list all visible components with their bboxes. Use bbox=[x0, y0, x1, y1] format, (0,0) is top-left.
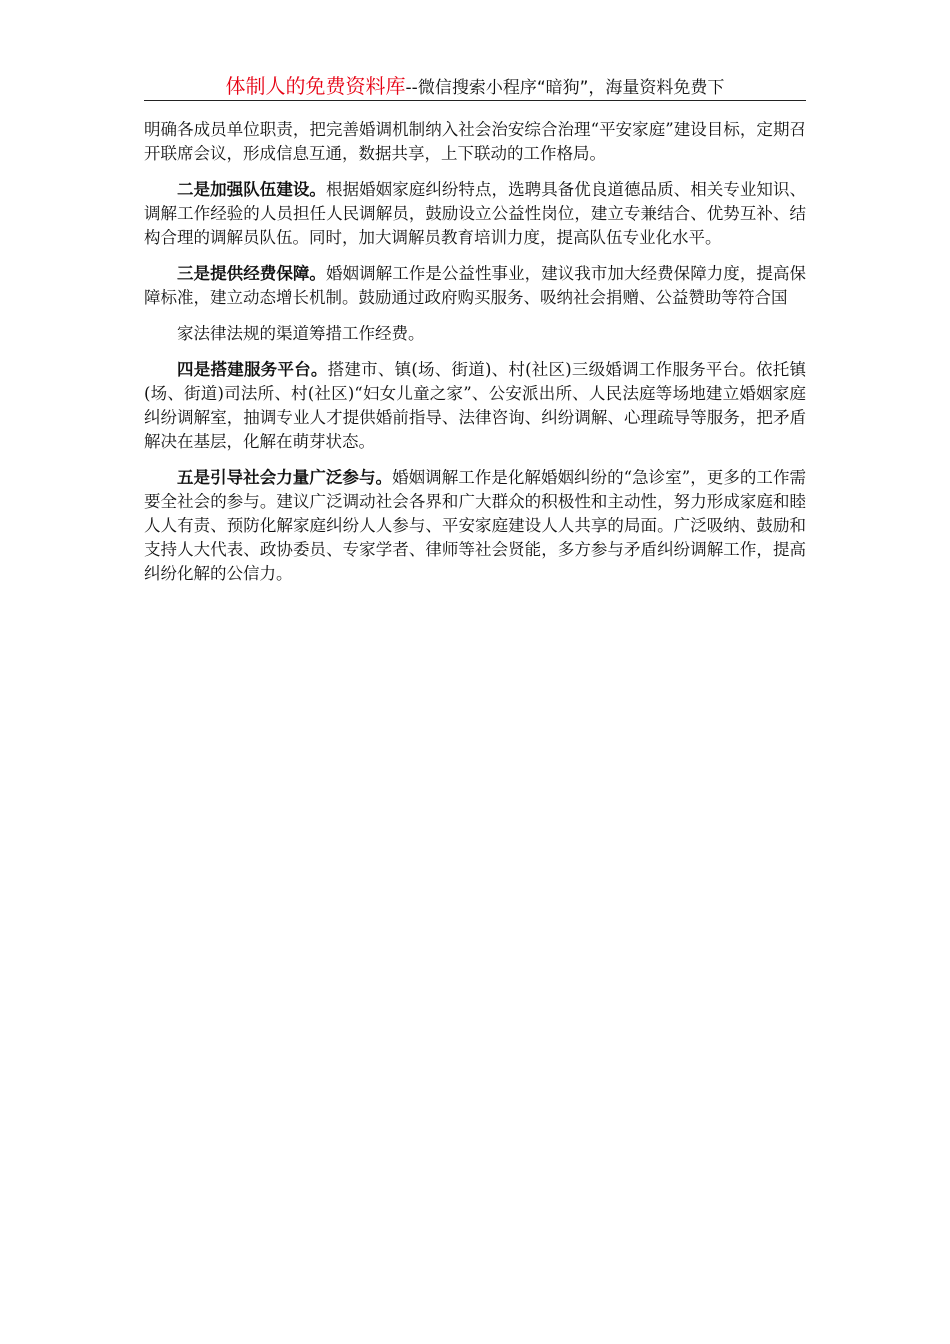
paragraph-team-building bbox=[144, 178, 806, 250]
paragraph-lead: 四是搭建服务平台。 bbox=[177, 360, 328, 379]
paragraph-funding bbox=[144, 262, 806, 310]
document-body bbox=[144, 118, 806, 598]
header-brand: 体制人的免费资料库 bbox=[225, 74, 406, 98]
paragraph-service-platform bbox=[144, 358, 806, 454]
paragraph-text: 根据婚姻家庭纠纷特点，选聘具备优良道德品质、相关专业知识、调解工作经验的人员担任人民调解员，鼓励设立公益性岗位，建立专兼结合、优势互补、结构合理的调解员队伍。同时，加大调解员教育培训力度，提高队伍专业化水平。 bbox=[144, 180, 807, 247]
paragraph-text: 婚姻调解工作是化解婚姻纠纷的“急诊室”，更多的工作需要全社会的参与。建议广泛调动社会各界和广大群众的积极性和主动性，努力形成家庭和睦人人有责、预防化解家庭纠纷人人参与、平安家庭建设人人共享的局面。广泛吸纳、鼓励和支持人大代表、政协委员、专家学者、律师等社会贤能，多方参与矛盾纠纷调解工作，提高纠纷化解的公信力。 bbox=[144, 468, 807, 583]
paragraph-lead: 五是引导社会力量广泛参与。 bbox=[177, 468, 393, 487]
paragraph-text: 搭建市、镇(场、街道)、村(社区)三级婚调工作服务平台。依托镇(场、街道)司法所、村(社区)“妇女儿童之家”、公安派出所、人民法庭等场地建立婚姻家庭纠纷调解室，抽调专业人才提供婚前指导、法律咨询、纠纷调解、心理疏导等服务，把矛盾解决在基层，化解在萌芽状态。 bbox=[144, 360, 807, 451]
paragraph-social-participation bbox=[144, 466, 806, 586]
paragraph-funding-continued bbox=[144, 322, 806, 346]
paragraph-text: 婚姻调解工作是公益性事业，建议我市加大经费保障力度，提高保障标准，建立动态增长机制。鼓励通过政府购买服务、吸纳社会捐赠、公益赞助等符合国 bbox=[144, 264, 807, 307]
paragraph-text: 明确各成员单位职责，把完善婚调机制纳入社会治安综合治理“平安家庭”建设目标，定期召开联席会议，形成信息互通，数据共享，上下联动的工作格局。 bbox=[144, 120, 806, 163]
paragraph-lead: 三是提供经费保障。 bbox=[177, 264, 326, 283]
paragraph-text: 家法律法规的渠道筹措工作经费。 bbox=[177, 324, 425, 343]
page-header bbox=[144, 70, 806, 101]
paragraph-continuation bbox=[144, 118, 806, 166]
paragraph-lead: 二是加强队伍建设。 bbox=[177, 180, 326, 199]
header-tagline: --微信搜索小程序“暗狗”，海量资料免费下 bbox=[405, 78, 725, 98]
